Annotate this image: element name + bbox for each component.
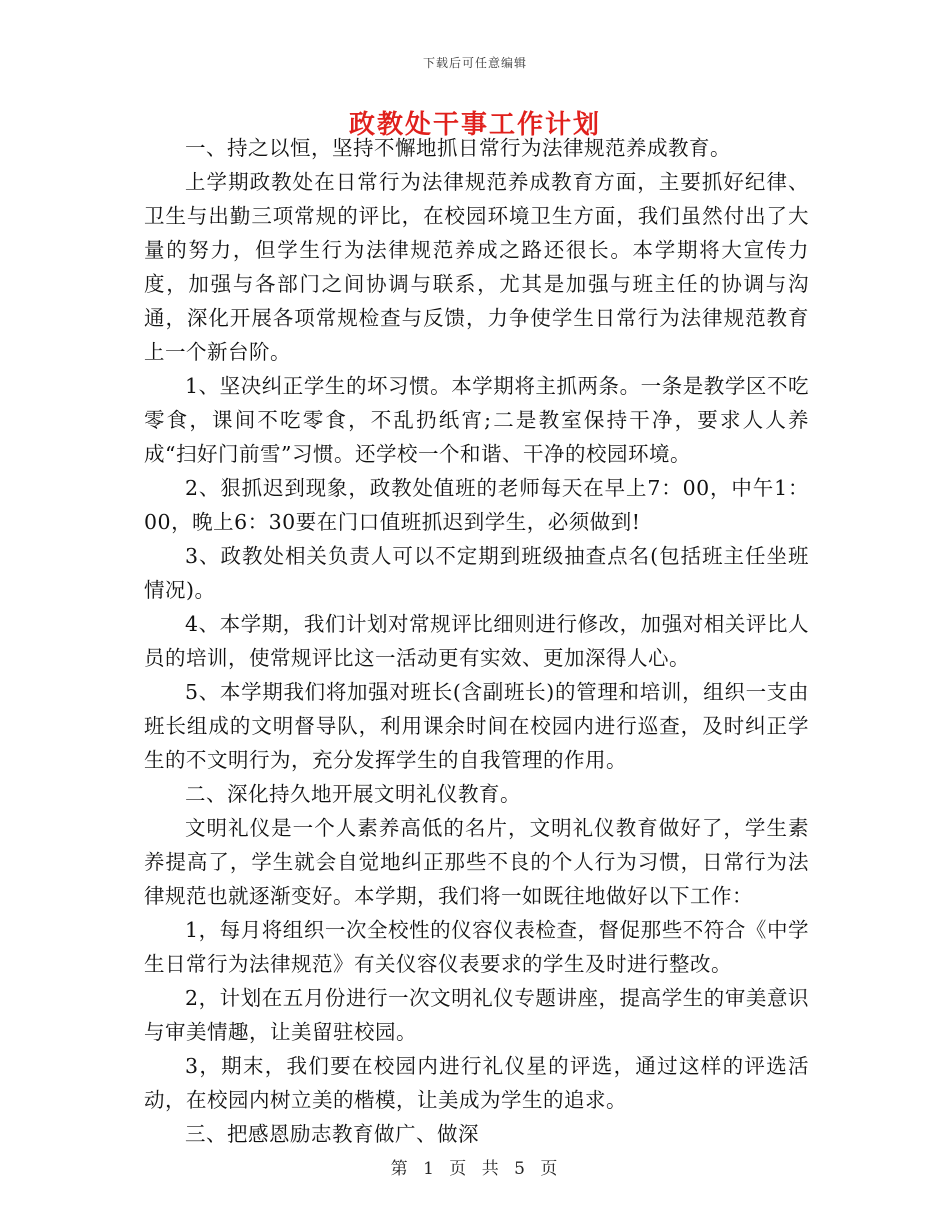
section-heading-2: 二、深化持久地开展文明礼仪教育。 (185, 782, 521, 806)
total-pages: 5 (514, 1159, 527, 1179)
section-heading-3: 三、把感恩励志教育做广、做深 (185, 1122, 479, 1146)
header-note: 下载后可任意编辑 (422, 56, 527, 70)
footer-total-word: 共 (481, 1159, 501, 1179)
document-title: 政教处干事工作计划 (348, 110, 601, 140)
footer-suffix: 页 (540, 1159, 560, 1179)
page-number: 1 (423, 1159, 436, 1179)
section-heading-1: 一、持之以恒，坚持不懈地抓日常行为法律规范养成教育。 (185, 136, 731, 160)
list-item: 5、本学期我们将加强对班长(含副班长)的管理和培训，组织一支由班长组成的文明督导队，利用课余时间在校园内进行巡查，及时纠正学生的不文明行为，充分发挥学生的自我管理的作用。 (144, 680, 809, 772)
list-item: 1，每月将组织一次全校性的仪容仪表检查，督促那些不符合《中学生日常行为法律规范》有关仪容仪表要求的学生及时进行整改。 (144, 918, 809, 976)
list-item: 3，期末，我们要在校园内进行礼仪星的评选，通过这样的评选活动，在校园内树立美的楷模，让美成为学生的追求。 (144, 1054, 809, 1112)
page-footer (0, 1154, 950, 1179)
list-item: 2、狠抓迟到现象，政教处值班的老师每天在早上7：00，中午1：00，晚上6：30要在门口值班抓迟到学生，必须做到! (144, 476, 809, 534)
list-item: 2，计划在五月份进行一次文明礼仪专题讲座，提高学生的审美意识与审美情趣，让美留驻校园。 (144, 986, 809, 1044)
list-item: 3、政教处相关负责人可以不定期到班级抽查点名(包括班主任坐班情况)。 (144, 544, 809, 602)
footer-prefix: 第 (390, 1159, 410, 1179)
footer-page-word: 页 (449, 1159, 469, 1179)
list-item: 1、坚决纠正学生的坏习惯。本学期将主抓两条。一条是教学区不吃零食，课间不吃零食，不乱扔纸宵;二是教室保持干净，要求人人养成“扫好门前雪”习惯。还学校一个和谐、干净的校园环境。 (144, 374, 809, 466)
paragraph: 上学期政教处在日常行为法律规范养成教育方面，主要抓好纪律、卫生与出勤三项常规的评比，在校园环境卫生方面，我们虽然付出了大量的努力，但学生行为法律规范养成之路还很长。本学期将大宣传力度，加强与各部门之间协调与联系，尤其是加强与班主任的协调与沟通，深化开展各项常规检查与反馈，力争使学生日常行为法律规范教育上一个新台阶。 (144, 170, 809, 364)
document-body (144, 131, 809, 1151)
paragraph: 文明礼仪是一个人素养高低的名片，文明礼仪教育做好了，学生素养提高了，学生就会自觉地纠正那些不良的个人行为习惯，日常行为法律规范也就逐渐变好。本学期，我们将一如既往地做好以下工作： (144, 816, 809, 908)
list-item: 4、本学期，我们计划对常规评比细则进行修改，加强对相关评比人员的培训，使常规评比这一活动更有实效、更加深得人心。 (144, 612, 809, 670)
